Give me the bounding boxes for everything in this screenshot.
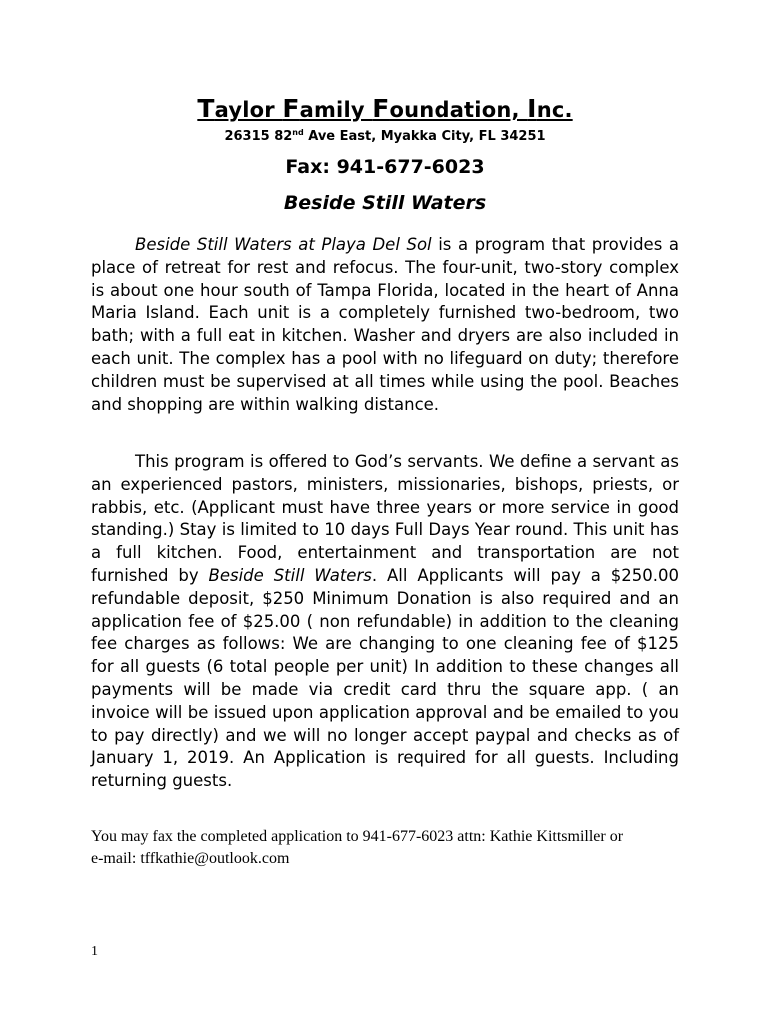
paragraph-intro-text: is a program that provides a place of retreat for rest and refocus. The four-unit, two-story complex is about one hour south of Tampa Florida, located in the heart of Anna Maria Island. Each unit is a completely furnished two-bedroom, two bath; with a full eat in kitchen. Washer and dryers are also included in each unit. The complex has a pool with no lifeguard on duty; therefore children must be supervised at all times while using the pool. Beaches and shopping are within walking distance. <box>91 235 679 414</box>
address-start: 26315 82 <box>224 129 293 144</box>
contact-footer <box>91 826 691 870</box>
address <box>0 124 770 146</box>
paragraph-eligibility-text-a: This program is offered to God’s servants. We define a servant as an experienced pastors, ministers, missionaries, bishops, priests, or rabbis, etc. (Applicant must have three years or more service in good standing.) Stay is limited to 10 days Full Days Year round. This unit has a full kitchen. Food, entertainment and transportation are not furnished by <box>91 452 679 585</box>
program-name-italic: Beside Still Waters <box>208 565 372 585</box>
title-word: nc. <box>536 98 573 122</box>
paragraph-eligibility-text-b: . All Applicants will pay a $250.00 refundable deposit, $250 Minimum Donation is also required and an application fee of $25.00 ( non refundable) in addition to the cleaning fee charges as follows: We are changing to one cleaning fee of $125 for all guests (6 total people per unit) In addition to these changes all payments will be made via credit card thru the square app. ( an invoice will be issued upon application approval and be emailed to you to pay directly) and we will no longer accept paypal and checks as of January 1, 2019. An Application is required for all guests. Including returning guests. <box>91 565 679 791</box>
email-line: e-mail: tffkathie@outlook.com <box>91 850 290 867</box>
title-initial: I <box>527 94 537 123</box>
paragraph-eligibility <box>91 451 679 793</box>
letterhead <box>0 95 770 216</box>
title-word: aylor <box>214 98 283 122</box>
title-initial: F <box>282 94 300 123</box>
page-number: 1 <box>91 944 98 959</box>
fax-number: Fax: 941-677-6023 <box>285 156 485 178</box>
title-word: amily <box>299 98 373 122</box>
fax-instruction: You may fax the completed application to 941-677-6023 attn: Kathie Kittsmiller or <box>91 828 624 845</box>
program-name-italic: Beside Still Waters at Playa Del Sol <box>135 235 432 254</box>
paragraph-intro <box>91 234 679 416</box>
title-initial: T <box>197 94 215 123</box>
program-title: Beside Still Waters <box>283 192 487 214</box>
title-initial: F <box>372 94 390 123</box>
address-end: Ave East, Myakka City, FL 34251 <box>303 129 546 144</box>
title-word: oundation, <box>389 98 528 122</box>
address-ordinal: nd <box>292 128 304 137</box>
foundation-title <box>0 95 770 124</box>
